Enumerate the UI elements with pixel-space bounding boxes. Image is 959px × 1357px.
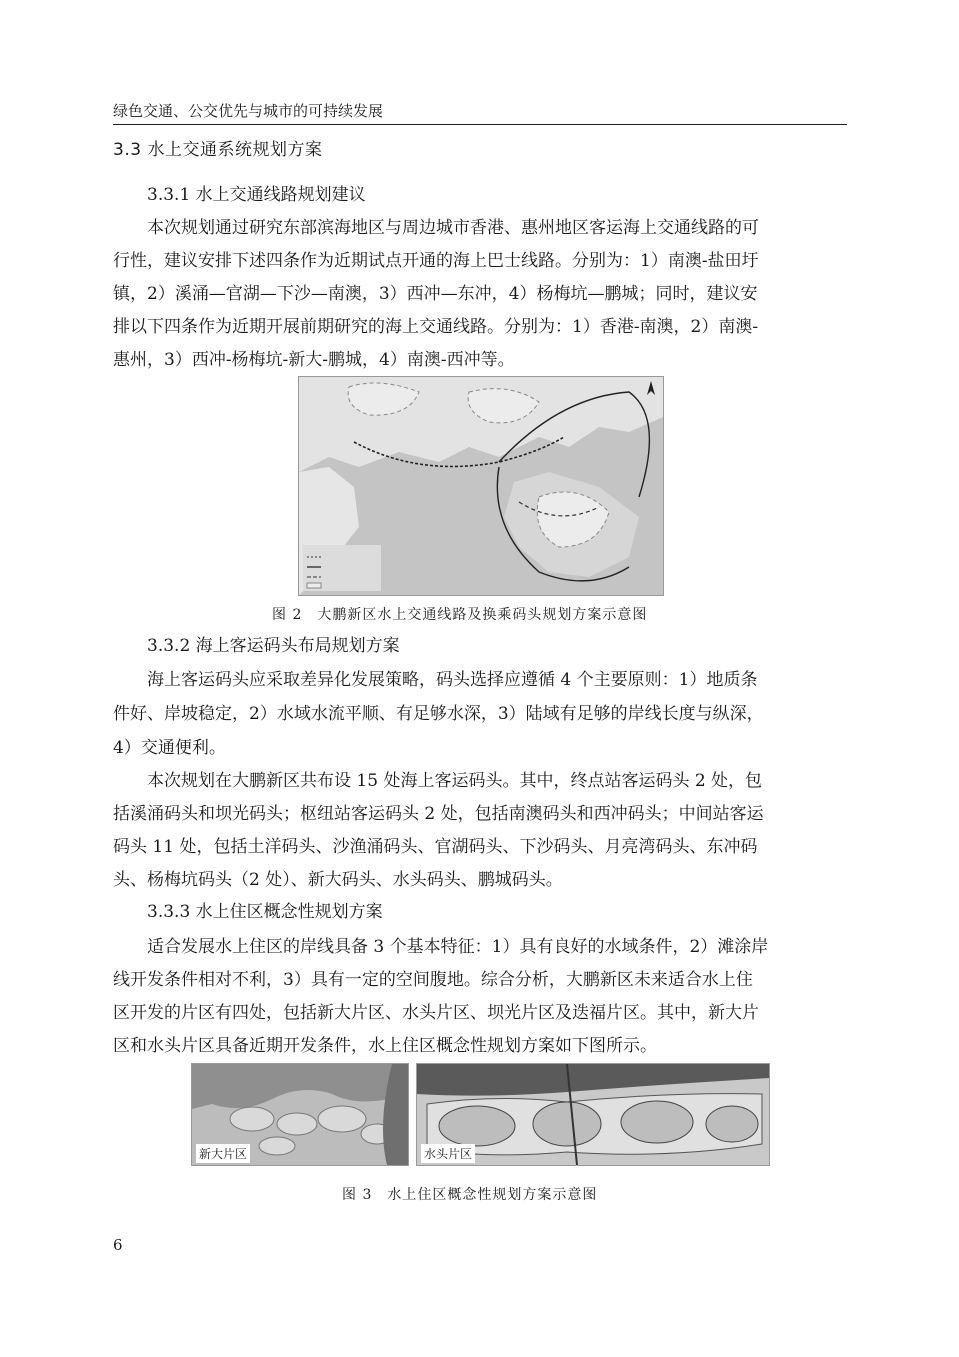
sub1-heading: 3.3.1 水上交通线路规划建议 xyxy=(147,185,366,205)
paragraph-line: 线开发条件相对不利，3）具有一定的空间腹地。综合分析，大鹏新区未来适合水上住 xyxy=(113,970,753,990)
paragraph-line: 区和水头片区具备近期开发条件，水上住区概念性规划方案如下图所示。 xyxy=(113,1036,657,1056)
paragraph-line: 海上客运码头应采取差异化发展策略，码头选择应遵循 4 个主要原则：1）地质条 xyxy=(147,670,758,690)
figure2-caption: 图 2 大鹏新区水上交通线路及换乘码头规划方案示意图 xyxy=(272,607,648,623)
paragraph-line: 码头 11 处，包括土洋码头、沙渔涌码头、官湖码头、下沙码头、月亮湾码头、东冲码 xyxy=(113,837,758,857)
paragraph-line: 头、杨梅坑码头（2 处）、新大码头、水头码头、鹏城码头。 xyxy=(113,870,563,890)
paragraph-line: 镇，2）溪涌—官湖—下沙—南澳，3）西冲—东冲，4）杨梅坑—鹏城；同时，建议安 xyxy=(113,284,758,304)
paragraph-line: 4）交通便利。 xyxy=(113,738,226,758)
page-number: 6 xyxy=(113,1236,123,1254)
paragraph-line: 括溪涌码头和坝光码头；枢纽站客运码头 2 处，包括南澳码头和西冲码头；中间站客运 xyxy=(113,804,764,824)
paragraph-line: 适合发展水上住区的岸线具备 3 个基本特征：1）具有良好的水域条件，2）滩涂岸 xyxy=(147,937,769,957)
route-map-graphic xyxy=(299,377,663,595)
shuitou-label: 水头片区 xyxy=(421,1144,475,1163)
sub3-heading: 3.3.3 水上住区概念性规划方案 xyxy=(147,902,383,922)
figure3-caption: 图 3 水上住区概念性规划方案示意图 xyxy=(342,1187,598,1203)
route-map-figure xyxy=(298,376,664,596)
section-title: 3.3 水上交通系统规划方案 xyxy=(113,140,323,160)
xinda-plan-image xyxy=(191,1063,409,1166)
header-rule xyxy=(113,124,847,125)
paragraph-line: 惠州，3）西冲-杨梅坑-新大-鹏城，4）南澳-西冲等。 xyxy=(113,350,515,370)
sub2-heading: 3.3.2 海上客运码头布局规划方案 xyxy=(147,636,400,656)
paragraph-line: 本次规划通过研究东部滨海地区与周边城市香港、惠州地区客运海上交通线路的可 xyxy=(147,218,759,238)
running-header: 绿色交通、公交优先与城市的可持续发展 xyxy=(113,102,384,120)
paragraph-line: 本次规划在大鹏新区共布设 15 处海上客运码头。其中，终点站客运码头 2 处，包 xyxy=(147,771,763,791)
paragraph-line: 件好、岸坡稳定，2）水域水流平顺、有足够水深，3）陆域有足够的岸线长度与纵深， xyxy=(113,704,764,724)
paragraph-line: 区开发的片区有四处，包括新大片区、水头片区、坝光片区及迭福片区。其中，新大片 xyxy=(113,1003,759,1023)
xinda-label: 新大片区 xyxy=(196,1144,250,1163)
shuitou-plan-image xyxy=(416,1063,770,1166)
paragraph-line: 排以下四条作为近期开展前期研究的海上交通线路。分别为：1）香港-南澳，2）南澳- xyxy=(113,317,759,337)
paragraph-line: 行性，建议安排下述四条作为近期试点开通的海上巴士线路。分别为：1）南澳-盐田圩 xyxy=(113,251,759,271)
